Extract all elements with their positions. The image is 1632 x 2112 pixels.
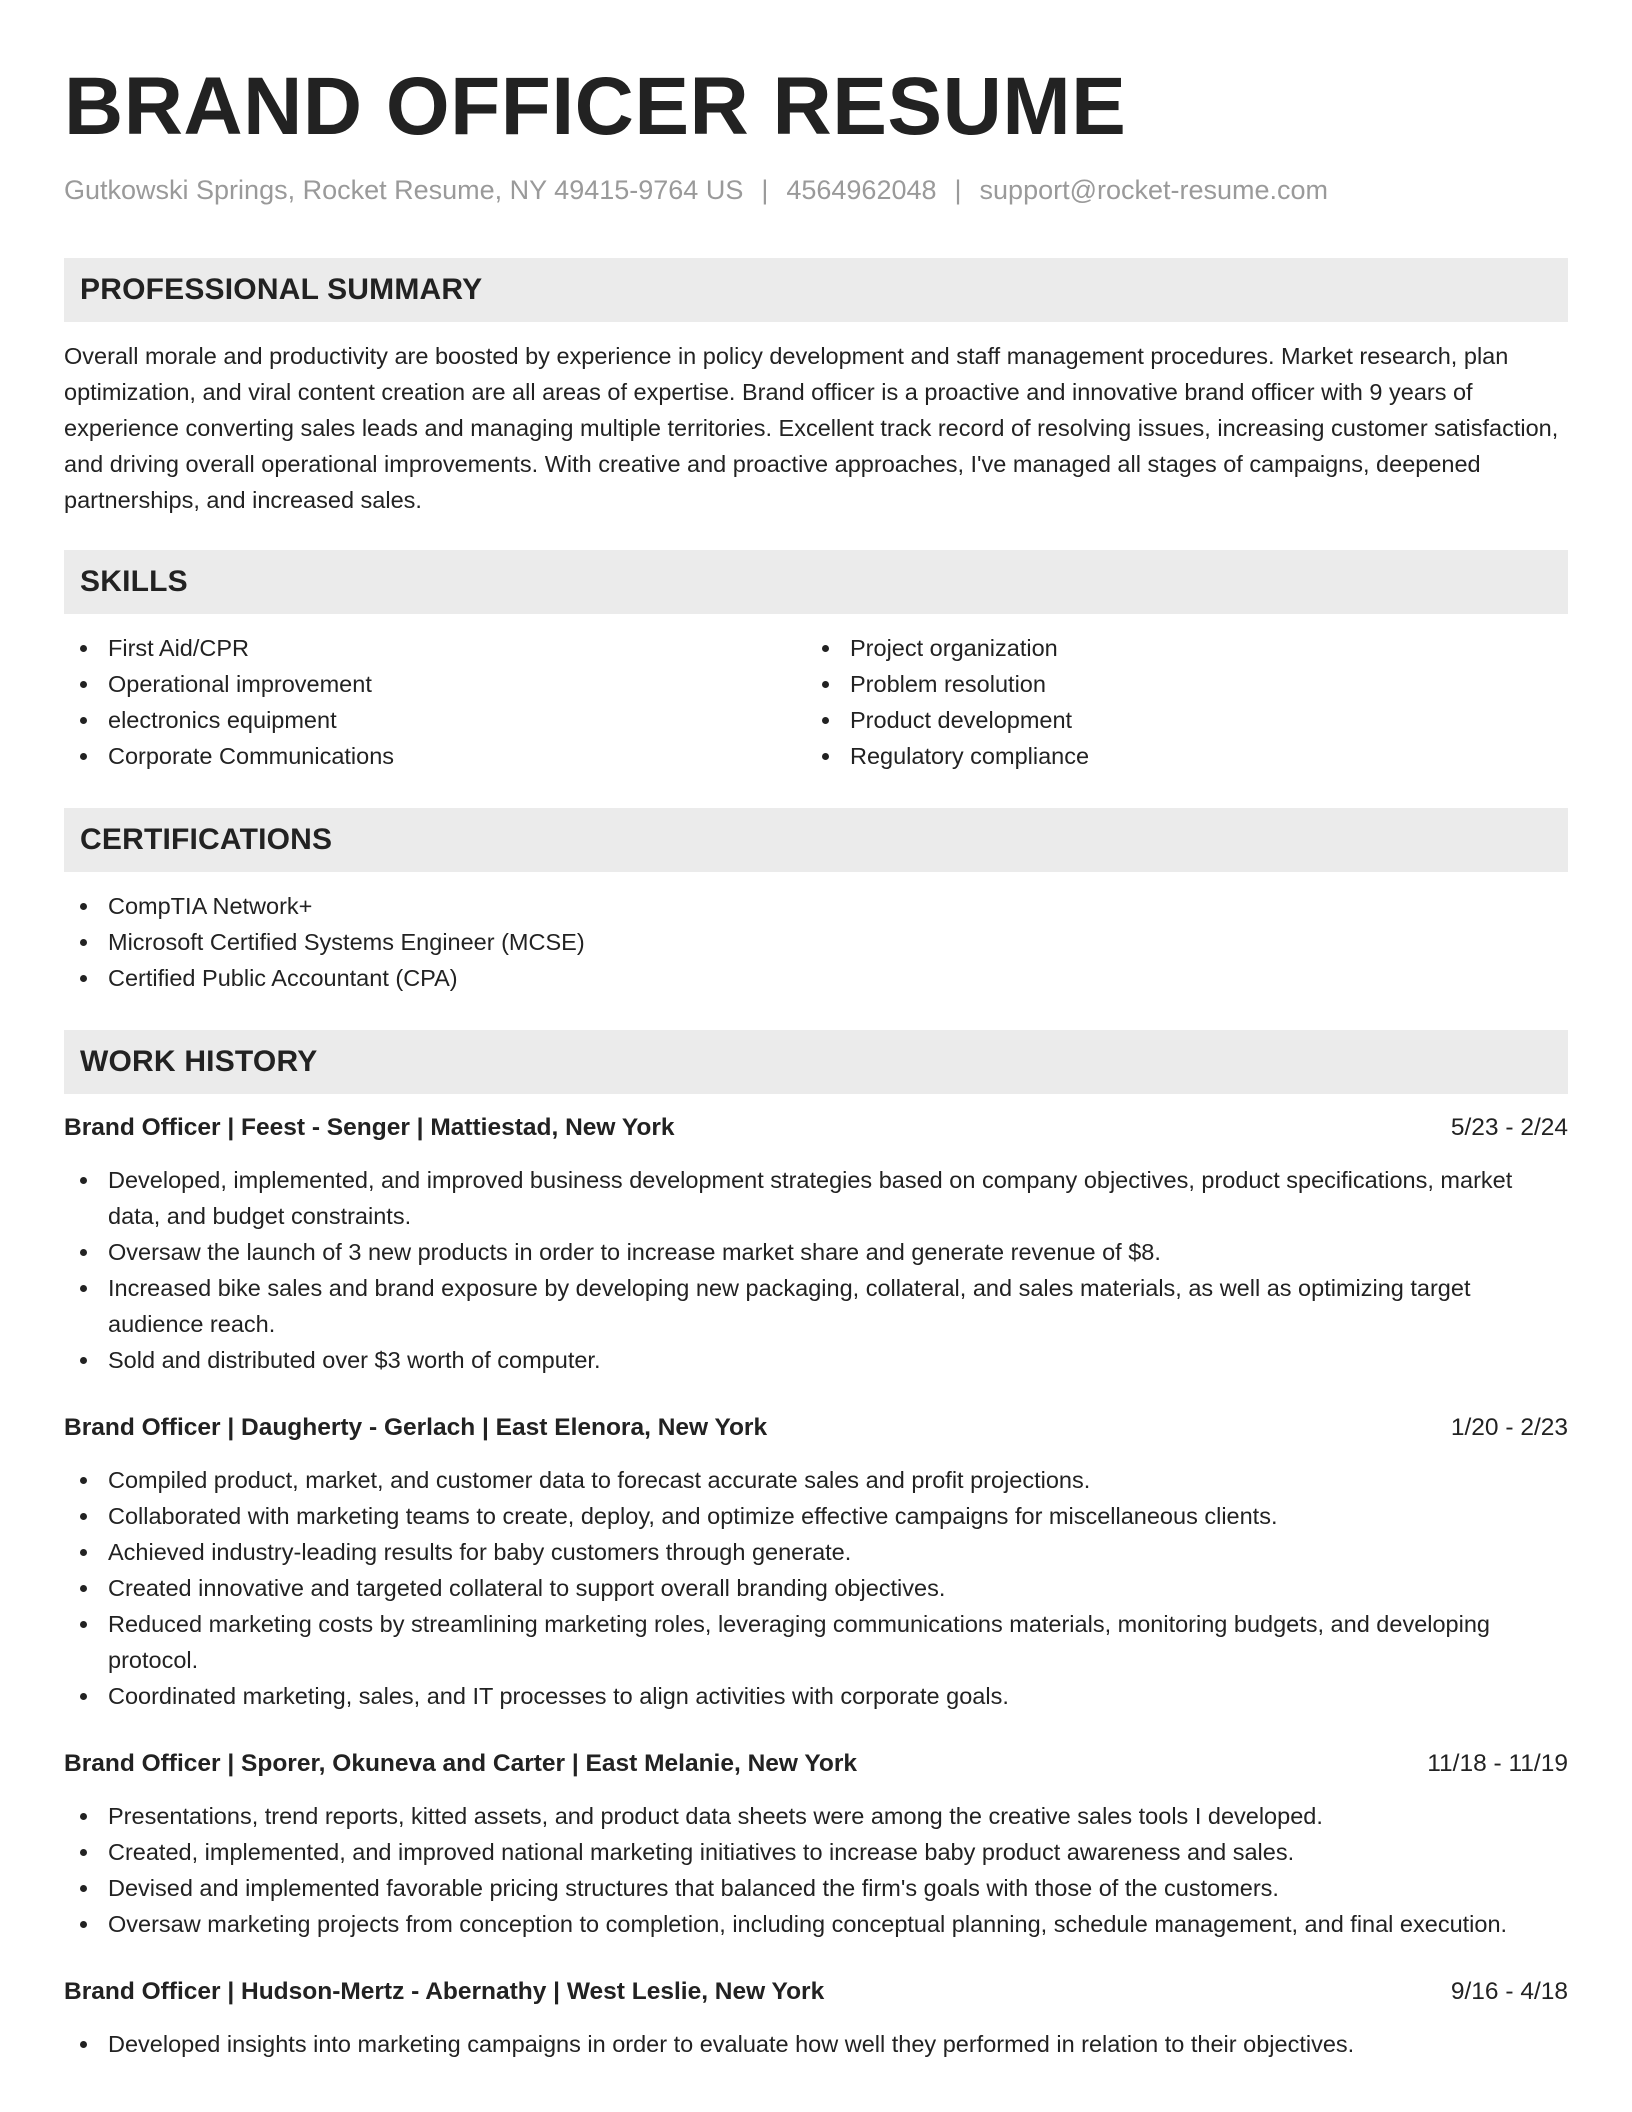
- job-bullet: Compiled product, market, and customer data to forecast accurate sales and profit projections.: [64, 1462, 1568, 1498]
- job-entry: [64, 1110, 1568, 1378]
- skill-item: Regulatory compliance: [806, 738, 1548, 774]
- job-dates: 1/20 - 2/23: [1450, 1414, 1568, 1442]
- job-bullet: Collaborated with marketing teams to create, deploy, and optimize effective campaigns for miscellaneous clients.: [64, 1498, 1568, 1534]
- contact-line: [64, 174, 1568, 206]
- job-bullets: [64, 2026, 1568, 2062]
- skills-grid: [64, 630, 1568, 774]
- job-title: Brand Officer | Hudson-Mertz - Abernathy | West Leslie, New York: [64, 1978, 825, 2006]
- contact-separator: |: [761, 175, 769, 205]
- job-bullet: Created, implemented, and improved national marketing initiatives to increase baby product awareness and sales.: [64, 1834, 1568, 1870]
- skill-item: electronics equipment: [64, 702, 806, 738]
- skills-heading: SKILLS: [64, 550, 1568, 614]
- job-bullet: Created innovative and targeted collateral to support overall branding objectives.: [64, 1570, 1568, 1606]
- contact-email: support@rocket-resume.com: [979, 175, 1329, 205]
- job-bullet: Increased bike sales and brand exposure by developing new packaging, collateral, and sales materials, as well as optimizing target audience reach.: [64, 1270, 1568, 1342]
- job-header: [64, 1110, 1568, 1146]
- work-history-section: [64, 1030, 1568, 2062]
- job-entry: [64, 1410, 1568, 1714]
- job-dates: 5/23 - 2/24: [1450, 1114, 1568, 1142]
- certifications-list: [64, 888, 1568, 996]
- job-header: [64, 1974, 1568, 2010]
- skills-list-right: [806, 630, 1548, 774]
- certifications-section: [64, 808, 1568, 996]
- contact-separator: |: [954, 175, 962, 205]
- job-title: Brand Officer | Daugherty - Gerlach | East Elenora, New York: [64, 1414, 768, 1442]
- job-title: Brand Officer | Feest - Senger | Mattiestad, New York: [64, 1114, 675, 1142]
- job-bullets: [64, 1462, 1568, 1714]
- skill-item: Problem resolution: [806, 666, 1548, 702]
- certifications-heading: CERTIFICATIONS: [64, 808, 1568, 872]
- job-bullet: Coordinated marketing, sales, and IT processes to align activities with corporate goals.: [64, 1678, 1568, 1714]
- job-dates: 9/16 - 4/18: [1450, 1978, 1568, 2006]
- summary-section: [64, 258, 1568, 518]
- certification-item: CompTIA Network+: [64, 888, 1568, 924]
- job-bullet: Developed insights into marketing campaigns in order to evaluate how well they performed in relation to their objectives.: [64, 2026, 1568, 2062]
- job-bullet: Achieved industry-leading results for baby customers through generate.: [64, 1534, 1568, 1570]
- job-bullet: Oversaw the launch of 3 new products in order to increase market share and generate revenue of $8.: [64, 1234, 1568, 1270]
- summary-text: Overall morale and productivity are boosted by experience in policy development and staff management procedures. Market research, plan optimization, and viral content creation are all areas of expertise. Brand officer is a proactive and innovative brand officer with 9 years of experience converting sales leads and managing multiple territories. Excellent track record of resolving issues, increasing customer satisfaction, and driving overall operational improvements. With creative and proactive approaches, I've managed all stages of campaigns, deepened partnerships, and increased sales.: [64, 343, 1559, 514]
- resume-title: BRAND OFFICER RESUME: [64, 61, 1127, 152]
- certification-item: Microsoft Certified Systems Engineer (MCSE): [64, 924, 1568, 960]
- skill-item: First Aid/CPR: [64, 630, 806, 666]
- job-entry: [64, 1974, 1568, 2062]
- job-bullets: [64, 1798, 1568, 1942]
- contact-phone: 4564962048: [786, 175, 937, 205]
- work-history-heading: WORK HISTORY: [64, 1030, 1568, 1094]
- job-bullet: Devised and implemented favorable pricing structures that balanced the firm's goals with those of the customers.: [64, 1870, 1568, 1906]
- contact-address: Gutkowski Springs, Rocket Resume, NY 49415-9764 US: [64, 175, 744, 205]
- skill-item: Corporate Communications: [64, 738, 806, 774]
- job-bullet: Oversaw marketing projects from conception to completion, including conceptual planning, schedule management, and final execution.: [64, 1906, 1568, 1942]
- skill-item: Operational improvement: [64, 666, 806, 702]
- job-bullet: Developed, implemented, and improved business development strategies based on company objectives, product specifications, market data, and budget constraints.: [64, 1162, 1568, 1234]
- skill-item: Project organization: [806, 630, 1548, 666]
- job-bullet: Sold and distributed over $3 worth of computer.: [64, 1342, 1568, 1378]
- job-bullets: [64, 1162, 1568, 1378]
- certification-item: Certified Public Accountant (CPA): [64, 960, 1568, 996]
- job-header: [64, 1746, 1568, 1782]
- job-bullet: Presentations, trend reports, kitted assets, and product data sheets were among the creative sales tools I developed.: [64, 1798, 1568, 1834]
- job-header: [64, 1410, 1568, 1446]
- job-dates: 11/18 - 11/19: [1427, 1750, 1568, 1778]
- skill-item: Product development: [806, 702, 1548, 738]
- job-bullet: Reduced marketing costs by streamlining marketing roles, leveraging communications materials, monitoring budgets, and developing protocol.: [64, 1606, 1568, 1678]
- skills-list-left: [64, 630, 806, 774]
- summary-heading: PROFESSIONAL SUMMARY: [64, 258, 1568, 322]
- job-entry: [64, 1746, 1568, 1942]
- skills-section: [64, 550, 1568, 774]
- job-title: Brand Officer | Sporer, Okuneva and Carter | East Melanie, New York: [64, 1750, 857, 1778]
